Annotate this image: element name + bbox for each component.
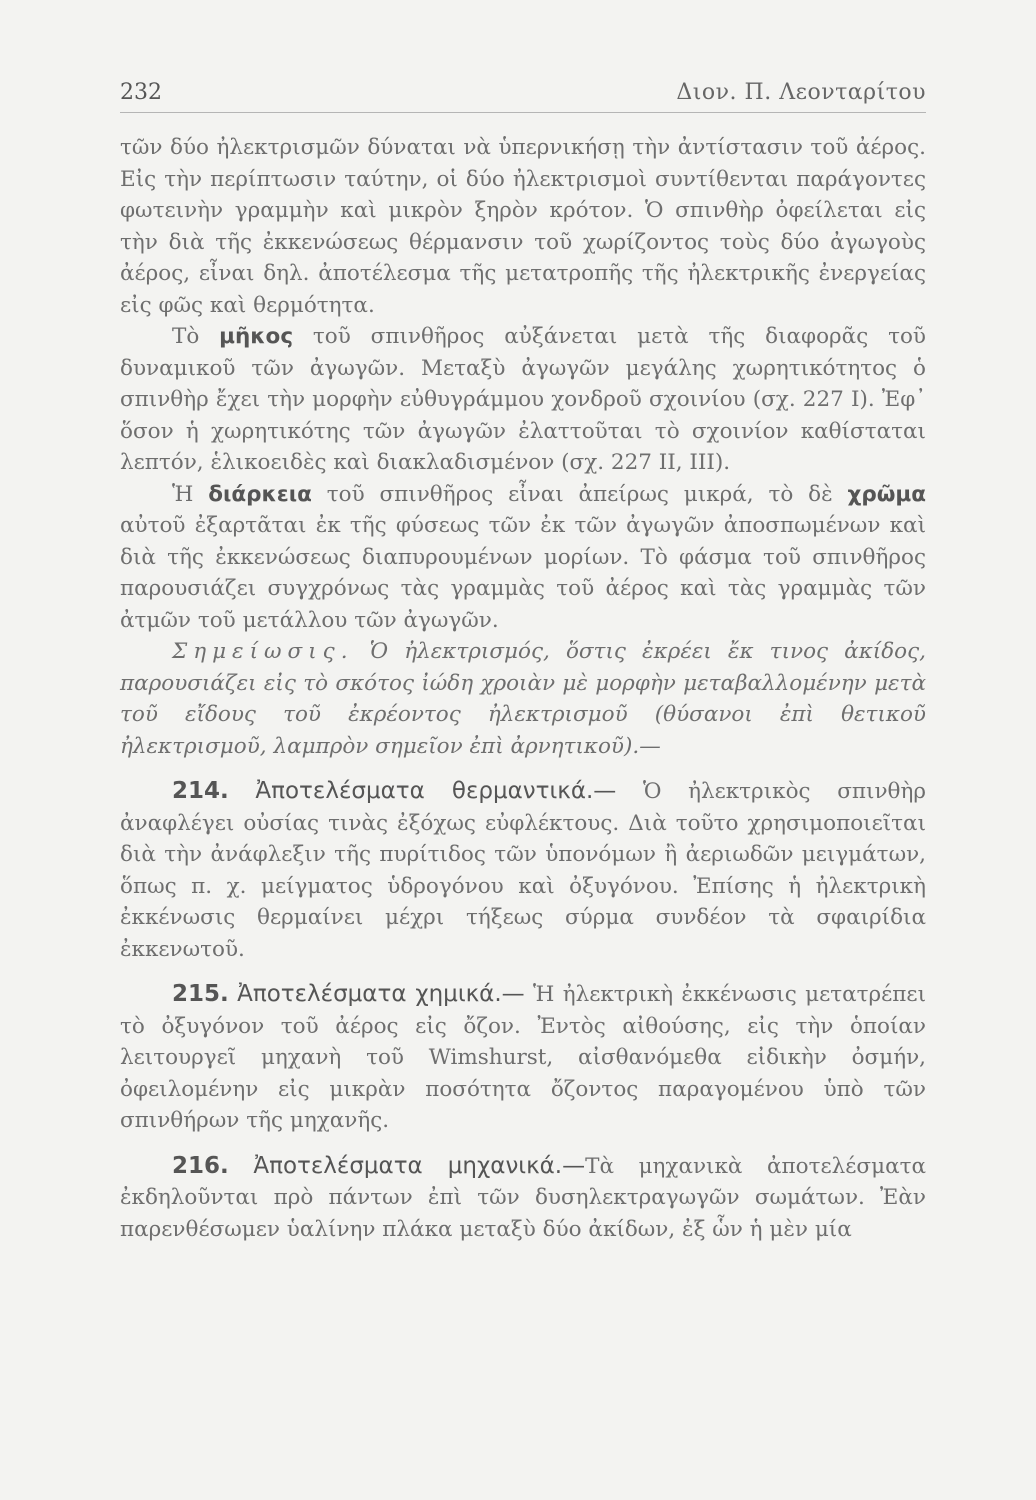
- page-header: [120, 70, 926, 110]
- section-215: [120, 979, 926, 1137]
- running-head: Διον. Π. Λεονταρίτου: [676, 80, 926, 105]
- section-title: Ἀποτελέσματα χημικά.—: [237, 981, 525, 1007]
- term-color: χρῶμα: [847, 481, 927, 507]
- text-span: τοῦ σπινθῆρος εἶναι ἀπείρως μικρά, τὸ δὲ: [311, 481, 848, 507]
- section-text: Ὁ ἠλεκτρικὸς σπινθὴρ ἀναφλέγει οὐσίας τινὰς ἐξόχως εὐφλέκτους. Διὰ τοῦτο χρησιμοποιεῖται διὰ τὴν ἀνάφλεξιν τῆς πυρίτιδος τῶν ὑπονόμων ἢ ἀεριωδῶν μειγμάτων, ὅπως π. χ. μείγματος ὑδρογόνου καὶ ὀξυγόνου. Ἐπίσης ἡ ἠλεκτρικὴ ἐκκένωσις θερμαίνει μέχρι τήξεως σύρμα συνδέον τὰ σφαιρίδια ἐκκενωτοῦ.: [120, 779, 926, 962]
- text-span: τοῦ σπινθῆρος αὐξάνεται μετὰ τῆς διαφορᾶς τοῦ δυναμικοῦ τῶν ἀγωγῶν. Μεταξὺ ἀγωγῶν μεγάλης χωρητικότητος ὁ σπινθὴρ ἔχει τὴν μορφὴν εὐθυγράμμου χονδροῦ σχοινίου (σχ. 227 Ι). Ἐφ᾽ ὅσον ἡ χωρητικότης τῶν ἀγωγῶν ἐλαττοῦται τὸ σχοινίον καθίσταται λεπτόν, ἑλικοειδὲς καὶ διακλαδισμένον (σχ. 227 ΙΙ, ΙΙΙ).: [120, 324, 926, 475]
- section-title: Ἀποτελέσματα μηχανικά.—: [253, 1152, 586, 1179]
- section-216: [120, 1151, 926, 1246]
- term-length: μῆκος: [219, 324, 294, 349]
- header-rule: [120, 112, 926, 113]
- section-number: 216.: [172, 1152, 229, 1179]
- note-text: Ὁ ἠλεκτρισμός, ὅστις ἐκρέει ἔκ τινος ἀκίδος, παρουσιάζει εἰς τὸ σκότος ἰώδη χροιὰν μὲ μορφὴν μεταβαλλομένην μετὰ τοῦ εἴδους τοῦ ἐκρέοντος ἠλεκτρισμοῦ (θύσανοι ἐπὶ θετικοῦ ἠλεκτρισμοῦ, λαμπρὸν σημεῖον ἐπὶ ἀρνητικοῦ).—: [120, 639, 926, 759]
- note-paragraph: [120, 636, 926, 762]
- text-span: Ἡ: [172, 481, 209, 507]
- note-label: Σημείωσις.: [172, 639, 354, 664]
- section-title: Ἀποτελέσματα θερμαντικά.—: [255, 778, 617, 804]
- page-body: [120, 132, 926, 1245]
- text-span: Τὸ: [172, 324, 220, 349]
- section-214: [120, 776, 926, 965]
- term-duration: διάρκεια: [208, 481, 312, 507]
- section-number: 215.: [172, 981, 229, 1007]
- paragraph-duration: [120, 479, 926, 637]
- page-number: 232: [120, 80, 162, 105]
- paragraph-1: τῶν δύο ἠλεκτρισμῶν δύναται νὰ ὑπερνικήσῃ τὴν ἀντίστασιν τοῦ ἀέρος. Εἰς τὴν περίπτωσιν ταύτην, οἱ δύο ἠλεκτρισμοὶ συντίθενται παράγοντες φωτεινὴν γραμμὴν καὶ μικρὸν ξηρὸν κρότον. Ὁ σπινθὴρ ὀφείλεται εἰς τὴν διὰ τῆς ἐκκενώσεως θέρμανσιν τοῦ χωρίζοντος τοὺς δύο ἀγωγοὺς ἀέρος, εἶναι δηλ. ἀποτέλεσμα τῆς μετατροπῆς τῆς ἠλεκτρικῆς ἐνεργείας εἰς φῶς καὶ θερμότητα.: [120, 135, 926, 318]
- section-text: Ἡ ἠλεκτρικὴ ἐκκένωσις μετατρέπει τὸ ὀξυγόνον τοῦ ἀέρος εἰς ὄζον. Ἐντὸς αἰθούσης, εἰς τὴν ὁποίαν λειτουργεῖ μηχανὴ τοῦ Wimshurst, αἰσθανόμεθα εἰδικὴν ὀσμήν, ὀφειλομένην εἰς μικρὰν ποσότητα ὄζοντος παραγομένου ὑπὸ τῶν σπινθήρων τῆς μηχανῆς.: [120, 982, 926, 1133]
- section-text: Τὰ μηχανικὰ ἀποτελέσματα ἐκδηλοῦνται πρὸ πάντων ἐπὶ τῶν δυσηλεκτραγωγῶν σωμάτων. Ἐὰν παρενθέσωμεν ὑαλίνην πλάκα μεταξὺ δύο ἀκίδων, ἐξ ὧν ἡ μὲν μία: [120, 1153, 926, 1242]
- section-number: 214.: [172, 778, 229, 804]
- paragraph-length: [120, 321, 926, 479]
- text-span: αὐτοῦ ἐξαρτᾶται ἐκ τῆς φύσεως τῶν ἐκ τῶν ἀγωγῶν ἀποσπωμένων καὶ διὰ τῆς ἐκκενώσεως διαπυρουμένων μορίων. Τὸ φάσμα τοῦ σπινθῆρος παρουσιάζει συγχρόνως τὰς γραμμὰς τοῦ ἀέρος καὶ τὰς γραμμὰς τῶν ἀτμῶν τοῦ μετάλλου τῶν ἀγωγῶν.: [120, 513, 926, 633]
